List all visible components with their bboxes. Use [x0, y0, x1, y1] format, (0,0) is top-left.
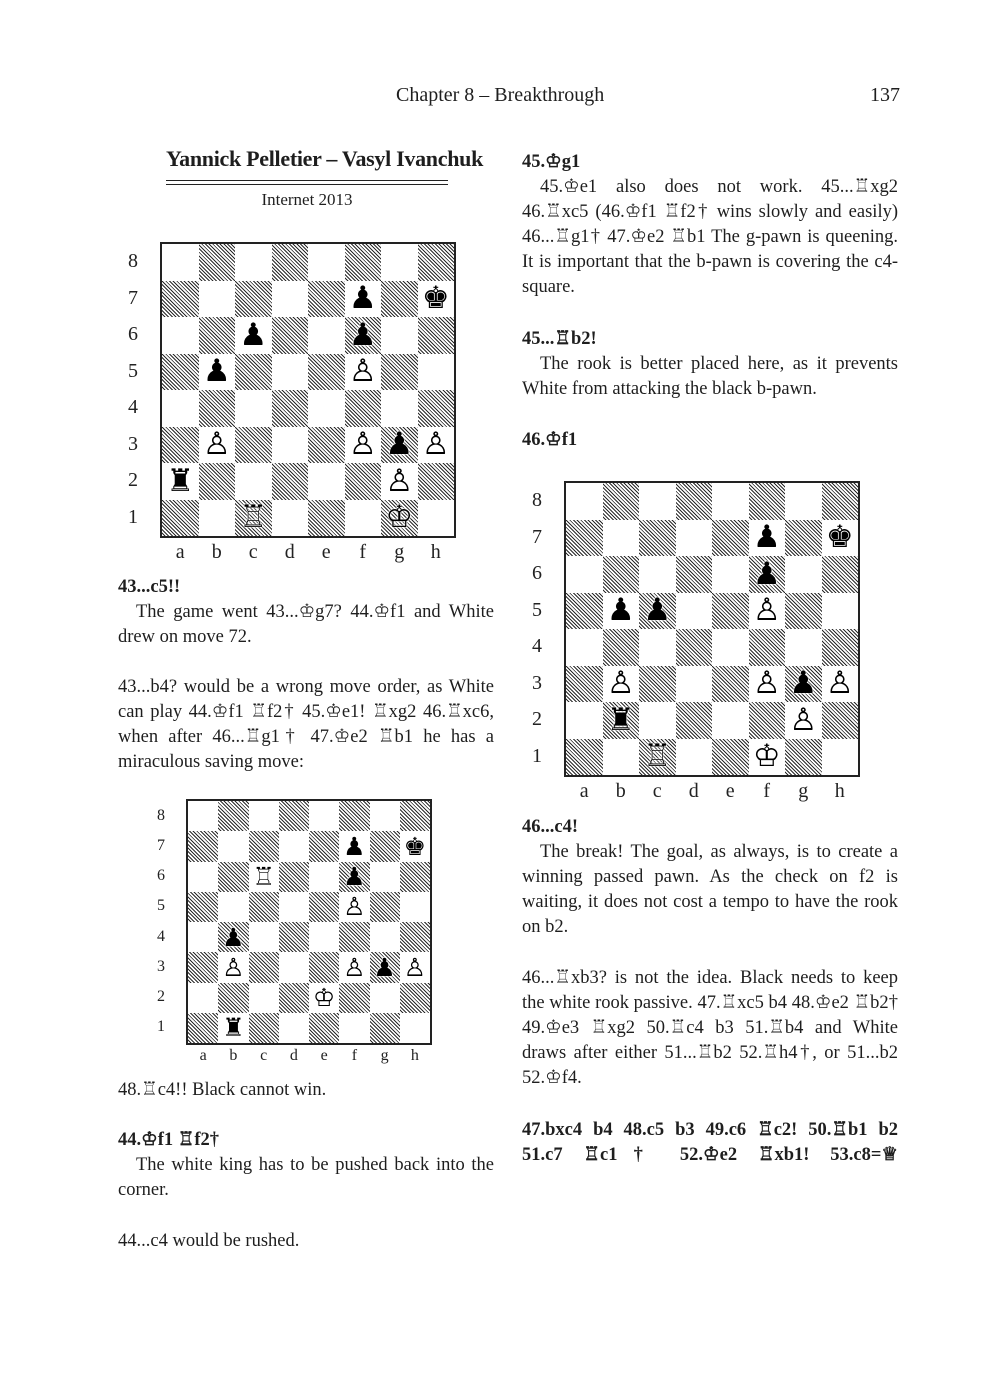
- board-square: [712, 520, 749, 557]
- board-square: [188, 922, 218, 952]
- file-label: b: [615, 780, 626, 802]
- board-square: [749, 483, 786, 520]
- move-44-heading: 44.♔f1 ♖f2†: [118, 1130, 219, 1150]
- file-label: e: [725, 780, 735, 802]
- board-square: [381, 354, 418, 391]
- chess-piece: ♟: [202, 353, 231, 390]
- board-square: [235, 281, 272, 318]
- chess-piece: ♖: [239, 499, 268, 536]
- comment-45: 45.♔e1 also does not work. 45...♖xg2 46.♖xc5 (46.♔f1 ♖f2† wins slowly and easily) 46...♖g1† 47.♔e2 ♖b1 The g-pawn is queening. It is important that the b-pawn is covering the c4-square.: [522, 177, 898, 297]
- board-square: [339, 983, 369, 1013]
- board-square: [370, 801, 400, 831]
- board-square: [345, 463, 382, 500]
- file-label: h: [410, 1047, 419, 1064]
- board-square: [370, 983, 400, 1013]
- board-square: [308, 244, 345, 281]
- comment-44-c4: 44...c4 would be rushed.: [118, 1231, 300, 1251]
- board-square: [199, 463, 236, 500]
- board-square: [188, 892, 218, 922]
- board-square: [639, 666, 676, 703]
- board-square: [309, 1013, 339, 1043]
- rank-label: 6: [128, 323, 138, 346]
- board-square: [309, 831, 339, 861]
- file-label: b: [211, 541, 222, 563]
- board-square: [785, 483, 822, 520]
- chess-piece: ♙: [421, 426, 450, 463]
- board-square: [162, 317, 199, 354]
- board-square: [162, 281, 199, 318]
- move-45-rb2-heading: 45...♖b2!: [522, 329, 597, 349]
- board-square: [199, 244, 236, 281]
- board-square: [749, 629, 786, 666]
- file-label: f: [359, 541, 367, 563]
- board-square: [676, 666, 713, 703]
- board-square: [566, 629, 603, 666]
- chess-piece: ♙: [825, 665, 854, 702]
- board-square: [566, 593, 603, 630]
- board-square: [235, 244, 272, 281]
- board-square: [309, 862, 339, 892]
- board-square: [566, 739, 603, 776]
- board-square: [381, 244, 418, 281]
- board-square: [400, 892, 430, 922]
- chess-piece: ♟: [385, 426, 414, 463]
- board-square: [785, 739, 822, 776]
- file-label: e: [320, 1047, 328, 1064]
- board-square: [822, 556, 859, 593]
- move-46-c4-heading: 46...c4!: [522, 817, 578, 837]
- chess-piece: ♟: [222, 922, 245, 952]
- chess-piece: ♟: [752, 519, 781, 556]
- file-label: f: [763, 780, 771, 802]
- file-label: d: [284, 541, 295, 563]
- rank-label: 2: [157, 988, 165, 1006]
- board-square: [235, 427, 272, 464]
- board-square: [249, 922, 279, 952]
- board-square: [272, 390, 309, 427]
- board-square: [676, 629, 713, 666]
- game-event: Internet 2013: [261, 190, 353, 209]
- board-square: [162, 354, 199, 391]
- board-square: [308, 354, 345, 391]
- chess-piece: ♙: [403, 952, 427, 982]
- board-square: [279, 983, 309, 1013]
- board-square: [345, 500, 382, 537]
- board-square: [308, 390, 345, 427]
- chess-piece: ♙: [222, 952, 245, 982]
- board-square: [309, 952, 339, 982]
- board-square: [676, 702, 713, 739]
- file-label: h: [430, 541, 441, 563]
- chess-piece: ♚: [421, 280, 450, 317]
- board-square: [162, 427, 199, 464]
- board-square: [370, 892, 400, 922]
- board-square: [712, 702, 749, 739]
- chess-piece: ♙: [752, 665, 781, 702]
- rank-label: 8: [128, 250, 138, 273]
- board-square: [566, 702, 603, 739]
- rank-label: 1: [128, 505, 138, 528]
- chess-piece: ♙: [606, 665, 635, 702]
- board-square: [272, 244, 309, 281]
- board-square: [370, 922, 400, 952]
- file-label: h: [834, 780, 845, 802]
- board-square: [712, 739, 749, 776]
- chess-piece: ♟: [348, 316, 377, 353]
- board-square: [822, 629, 859, 666]
- board-square: [279, 862, 309, 892]
- board-square: [308, 463, 345, 500]
- rank-label: 7: [532, 525, 542, 548]
- board-square: [272, 427, 309, 464]
- chess-piece: ♙: [348, 353, 377, 390]
- title-rule-top: [166, 180, 448, 181]
- comment-44: The white king has to be pushed back into the corner.: [118, 1155, 494, 1200]
- board-square: [235, 354, 272, 391]
- chess-piece: ♚: [403, 831, 427, 861]
- board-square: [162, 390, 199, 427]
- chess-piece: ♙: [385, 462, 414, 499]
- board-square: [603, 739, 640, 776]
- board-square: [676, 593, 713, 630]
- board-square: [218, 983, 248, 1013]
- board-square: [381, 317, 418, 354]
- chess-piece: ♟: [343, 862, 366, 892]
- board-square: [162, 244, 199, 281]
- chess-piece: ♙: [348, 426, 377, 463]
- rank-label: 6: [532, 562, 542, 585]
- chess-piece: ♜: [606, 701, 635, 738]
- board-square: [676, 483, 713, 520]
- file-label: a: [199, 1047, 207, 1064]
- board-square: [188, 952, 218, 982]
- board-square: [235, 463, 272, 500]
- chess-piece: ♟: [606, 592, 635, 629]
- board-square: [418, 244, 455, 281]
- board-square: [712, 666, 749, 703]
- board-square: [309, 801, 339, 831]
- board-square: [370, 862, 400, 892]
- board-square: [603, 629, 640, 666]
- chess-piece: ♜: [222, 1013, 245, 1043]
- board-square: [785, 520, 822, 557]
- board-square: [676, 556, 713, 593]
- chess-piece: ♙: [752, 592, 781, 629]
- chess-diagram-line: [186, 799, 432, 1045]
- board-square: [249, 952, 279, 982]
- board-square: [639, 702, 676, 739]
- move-46-heading: 46.♔f1: [522, 430, 578, 450]
- board-square: [712, 483, 749, 520]
- board-square: [279, 1013, 309, 1043]
- board-square: [339, 922, 369, 952]
- file-label: c: [248, 541, 258, 563]
- board-square: [218, 801, 248, 831]
- file-label: c: [260, 1047, 268, 1064]
- board-square: [199, 390, 236, 427]
- board-square: [308, 281, 345, 318]
- board-square: [712, 629, 749, 666]
- board-square: [272, 281, 309, 318]
- board-square: [822, 593, 859, 630]
- board-square: [418, 354, 455, 391]
- chess-piece: ♙: [343, 952, 366, 982]
- chess-piece: ♟: [343, 831, 366, 861]
- chess-piece: ♟: [373, 952, 396, 982]
- board-square: [400, 801, 430, 831]
- rank-label: 8: [157, 806, 165, 824]
- board-square: [188, 862, 218, 892]
- file-label: a: [175, 541, 185, 563]
- rank-label: 2: [128, 469, 138, 492]
- file-label: d: [289, 1047, 298, 1064]
- rank-label: 8: [532, 489, 542, 512]
- chess-piece: ♜: [166, 462, 195, 499]
- board-square: [279, 922, 309, 952]
- board-square: [749, 702, 786, 739]
- chess-piece: ♙: [343, 892, 366, 922]
- main-line-47: 47.bxc4 b4 48.c5 b3 49.c6 ♖c2! 50.♖b1 b2 51.c7 ♖c1† 52.♔e2 ♖xb1! 53.c8=♕: [522, 1120, 898, 1165]
- board-square: [308, 317, 345, 354]
- rank-label: 4: [157, 927, 165, 945]
- board-square: [400, 983, 430, 1013]
- chess-piece: ♟: [752, 555, 781, 592]
- board-square: [822, 483, 859, 520]
- board-square: [566, 666, 603, 703]
- board-square: [381, 390, 418, 427]
- title-rule-bottom: [166, 184, 448, 185]
- board-square: [822, 702, 859, 739]
- board-square: [199, 317, 236, 354]
- board-square: [370, 831, 400, 861]
- file-label: g: [380, 1047, 389, 1064]
- board-square: [400, 922, 430, 952]
- board-square: [218, 831, 248, 861]
- rank-label: 2: [532, 708, 542, 731]
- board-square: [188, 1013, 218, 1043]
- board-square: [418, 390, 455, 427]
- board-square: [339, 1013, 369, 1043]
- board-square: [822, 739, 859, 776]
- board-square: [785, 593, 822, 630]
- chess-piece: ♙: [202, 426, 231, 463]
- board-square: [418, 500, 455, 537]
- board-square: [676, 520, 713, 557]
- board-square: [308, 500, 345, 537]
- rank-label: 5: [128, 359, 138, 382]
- file-label: g: [394, 541, 405, 563]
- board-square: [566, 556, 603, 593]
- file-label: e: [321, 541, 331, 563]
- board-square: [218, 892, 248, 922]
- chess-piece: ♟: [348, 280, 377, 317]
- chess-piece: ♔: [312, 983, 336, 1013]
- file-label: g: [798, 780, 809, 802]
- chess-piece: ♖: [252, 862, 275, 892]
- board-square: [272, 317, 309, 354]
- board-square: [345, 244, 382, 281]
- board-square: [279, 892, 309, 922]
- board-square: [309, 922, 339, 952]
- move-45-heading: 45.♔g1: [522, 152, 581, 172]
- board-square: [249, 892, 279, 922]
- rank-label: 1: [532, 744, 542, 767]
- chess-piece: ♟: [643, 592, 672, 629]
- board-square: [188, 831, 218, 861]
- chess-diagram-after-46: [564, 481, 860, 777]
- file-label: c: [652, 780, 662, 802]
- chess-diagram-main: [160, 242, 456, 538]
- file-label: d: [688, 780, 699, 802]
- board-square: [603, 520, 640, 557]
- board-square: [400, 1013, 430, 1043]
- rank-label: 7: [128, 286, 138, 309]
- board-square: [308, 427, 345, 464]
- rank-label: 6: [157, 867, 165, 885]
- board-square: [272, 500, 309, 537]
- board-square: [639, 629, 676, 666]
- comment-45-rb2: The rook is better placed here, as it prevents White from attacking the black b-pawn.: [522, 354, 898, 399]
- rank-label: 3: [128, 432, 138, 455]
- file-label: b: [229, 1047, 238, 1064]
- comment-46-c4: The break! The goal, as always, is to create a winning passed pawn. As the check on f2 is waiting, it does not cost a tempo to have the rook on b2.: [522, 842, 898, 937]
- rank-label: 7: [157, 836, 165, 854]
- file-label: f: [351, 1047, 358, 1064]
- board-square: [566, 520, 603, 557]
- comment-48-rc4: 48.♖c4!! Black cannot win.: [118, 1080, 327, 1100]
- chess-piece: ♚: [825, 519, 854, 556]
- board-square: [279, 831, 309, 861]
- board-square: [785, 629, 822, 666]
- board-square: [235, 390, 272, 427]
- board-square: [339, 801, 369, 831]
- rank-label: 5: [157, 897, 165, 915]
- page-number: 137: [870, 84, 900, 106]
- comment-46-rxb3: 46...♖xb3? is not the idea. Black needs to keep the white rook passive. 47.♖xc5 b4 48.♔e2 ♖b2† 49.♔e3 ♖xg2 50.♖c4 b3 51.♖b4 and White draws after either 51...♖b2 52.♖h4†, or 51...b2 52.♔f4.: [522, 968, 898, 1088]
- chess-piece: ♔: [385, 499, 414, 536]
- board-square: [188, 801, 218, 831]
- board-square: [249, 801, 279, 831]
- board-square: [249, 983, 279, 1013]
- running-header-title: Chapter 8 – Breakthrough: [396, 84, 605, 106]
- board-square: [218, 862, 248, 892]
- comment-43-b4: 43...b4? would be a wrong move order, as White can play 44.♔f1 ♖f2† 45.♔e1! ♖xg2 46.♖xc6, when after 46...♖g1† 47.♔e2 ♖b1 he has a miraculous saving move:: [118, 677, 494, 772]
- board-square: [272, 354, 309, 391]
- chess-piece: ♖: [643, 738, 672, 775]
- board-square: [639, 520, 676, 557]
- board-square: [676, 739, 713, 776]
- board-square: [249, 1013, 279, 1043]
- board-square: [712, 593, 749, 630]
- rank-label: 3: [157, 957, 165, 975]
- game-title: Yannick Pelletier – Vasyl Ivanchuk: [166, 146, 484, 171]
- board-square: [279, 952, 309, 982]
- board-square: [188, 983, 218, 1013]
- board-square: [370, 1013, 400, 1043]
- board-square: [639, 556, 676, 593]
- chess-piece: ♟: [789, 665, 818, 702]
- board-square: [400, 862, 430, 892]
- board-square: [603, 556, 640, 593]
- board-square: [381, 281, 418, 318]
- board-square: [199, 500, 236, 537]
- rank-label: 5: [532, 598, 542, 621]
- rank-label: 3: [532, 671, 542, 694]
- chess-piece: ♔: [752, 738, 781, 775]
- board-square: [249, 831, 279, 861]
- file-label: a: [579, 780, 589, 802]
- board-square: [199, 281, 236, 318]
- rank-label: 4: [128, 396, 138, 419]
- board-square: [345, 390, 382, 427]
- rank-label: 1: [157, 1018, 165, 1036]
- comment-43-game: The game went 43...♔g7? 44.♔f1 and White drew on move 72.: [118, 602, 494, 647]
- board-square: [639, 483, 676, 520]
- board-square: [272, 463, 309, 500]
- board-square: [566, 483, 603, 520]
- chess-piece: ♙: [789, 701, 818, 738]
- board-square: [712, 556, 749, 593]
- board-square: [309, 892, 339, 922]
- board-square: [418, 463, 455, 500]
- board-square: [279, 801, 309, 831]
- board-square: [603, 483, 640, 520]
- chess-piece: ♟: [239, 316, 268, 353]
- board-square: [785, 556, 822, 593]
- rank-label: 4: [532, 635, 542, 658]
- board-square: [418, 317, 455, 354]
- move-43-heading: 43...c5!!: [118, 577, 181, 597]
- board-square: [162, 500, 199, 537]
